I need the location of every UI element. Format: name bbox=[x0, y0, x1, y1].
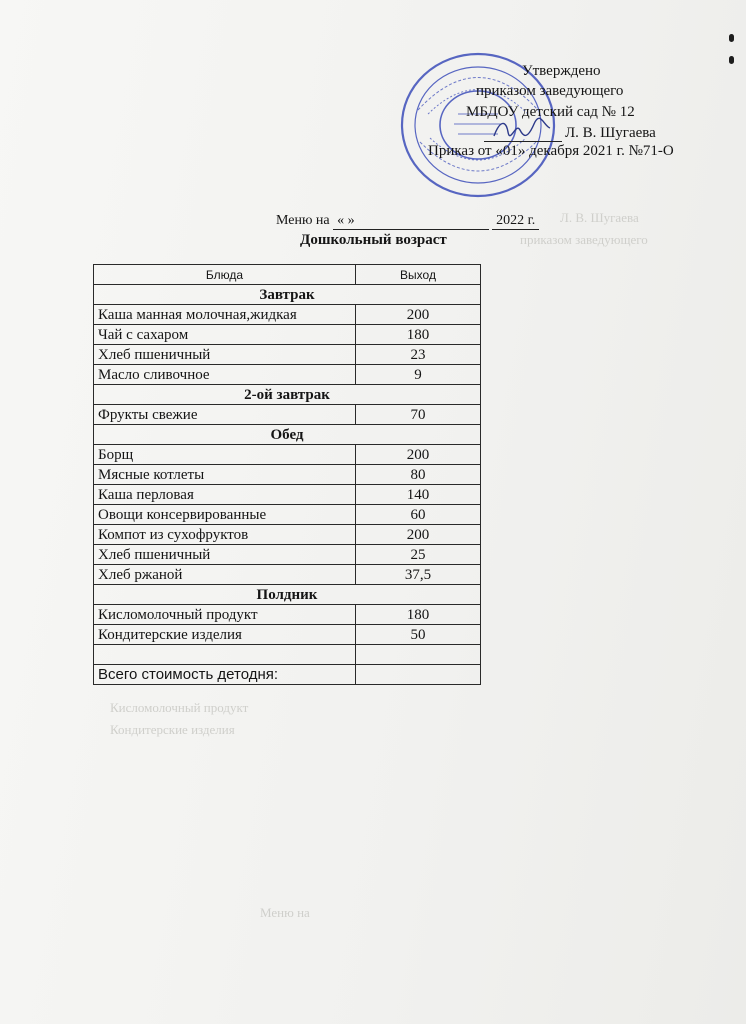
dish-amount: 25 bbox=[356, 545, 481, 565]
dish-name: Каша перловая bbox=[94, 485, 356, 505]
table-row bbox=[94, 485, 481, 505]
dish-name: Кисломолочный продукт bbox=[94, 605, 356, 625]
dish-amount: 60 bbox=[356, 505, 481, 525]
menu-month-blank bbox=[359, 215, 489, 230]
table-row bbox=[94, 605, 481, 625]
dish-amount: 180 bbox=[356, 325, 481, 345]
section-row bbox=[94, 425, 481, 445]
total-row bbox=[94, 665, 481, 685]
bleed-through-text: Кисломолочный продукт bbox=[110, 700, 249, 715]
dish-name: Хлеб ржаной bbox=[94, 565, 356, 585]
empty-cell bbox=[94, 645, 356, 665]
menu-date-blank: « » bbox=[333, 213, 359, 230]
dish-name: Хлеб пшеничный bbox=[94, 345, 356, 365]
section-title-breakfast: Завтрак bbox=[94, 285, 481, 305]
dish-amount: 50 bbox=[356, 625, 481, 645]
dish-name: Масло сливочное bbox=[94, 365, 356, 385]
scan-edge-mark bbox=[729, 56, 734, 64]
empty-row bbox=[94, 645, 481, 665]
menu-date-line bbox=[276, 213, 539, 230]
bleed-through-text: Л. В. Шугаева bbox=[560, 210, 639, 225]
dish-amount: 70 bbox=[356, 405, 481, 425]
dish-amount: 200 bbox=[356, 525, 481, 545]
section-row bbox=[94, 285, 481, 305]
column-header-dish: Блюда bbox=[94, 265, 356, 285]
dish-amount: 180 bbox=[356, 605, 481, 625]
table-row bbox=[94, 565, 481, 585]
dish-name: Каша манная молочная,жидкая bbox=[94, 305, 356, 325]
approval-order-reference: Приказ от «01» декабря 2021 г. №71-О bbox=[428, 143, 674, 159]
bleed-through-text: Кондитерские изделия bbox=[110, 722, 235, 737]
approval-order-line: приказом заведующего bbox=[476, 83, 624, 99]
scan-edge-mark bbox=[729, 34, 734, 42]
dish-name: Компот из сухофруктов bbox=[94, 525, 356, 545]
section-row bbox=[94, 585, 481, 605]
section-title-lunch: Обед bbox=[94, 425, 481, 445]
handwritten-signature-icon bbox=[490, 116, 554, 142]
bleed-through-text: Меню на bbox=[260, 905, 310, 920]
table-header-row bbox=[94, 265, 481, 285]
dish-name: Борщ bbox=[94, 445, 356, 465]
approval-title: Утверждено bbox=[522, 63, 601, 79]
table-row bbox=[94, 505, 481, 525]
dish-amount: 80 bbox=[356, 465, 481, 485]
column-header-amount: Выход bbox=[356, 265, 481, 285]
age-group-title: Дошкольный возраст bbox=[300, 232, 447, 248]
menu-prefix: Меню на bbox=[276, 213, 330, 228]
approval-organization: МБДОУ детский сад № 12 bbox=[466, 104, 635, 120]
approval-signatory: Л. В. Шугаева bbox=[565, 125, 656, 141]
empty-cell bbox=[356, 645, 481, 665]
menu-year: 2022 г. bbox=[492, 213, 539, 230]
menu-table bbox=[93, 264, 481, 685]
dish-amount: 37,5 bbox=[356, 565, 481, 585]
bleed-through-text: приказом заведующего bbox=[520, 232, 648, 247]
section-title-afternoon-snack: Полдник bbox=[94, 585, 481, 605]
section-row bbox=[94, 385, 481, 405]
table-row bbox=[94, 365, 481, 385]
dish-amount: 23 bbox=[356, 345, 481, 365]
dish-amount: 200 bbox=[356, 445, 481, 465]
table-row bbox=[94, 405, 481, 425]
table-row bbox=[94, 305, 481, 325]
table-row bbox=[94, 325, 481, 345]
dish-name: Мясные котлеты bbox=[94, 465, 356, 485]
dish-name: Чай с сахаром bbox=[94, 325, 356, 345]
dish-amount: 9 bbox=[356, 365, 481, 385]
dish-amount: 140 bbox=[356, 485, 481, 505]
dish-amount: 200 bbox=[356, 305, 481, 325]
total-label: Всего стоимость детодня: bbox=[94, 665, 356, 685]
table-row bbox=[94, 445, 481, 465]
dish-name: Овощи консервированные bbox=[94, 505, 356, 525]
dish-name: Фрукты свежие bbox=[94, 405, 356, 425]
dish-name: Кондитерские изделия bbox=[94, 625, 356, 645]
table-row bbox=[94, 465, 481, 485]
dish-name: Хлеб пшеничный bbox=[94, 545, 356, 565]
table-row bbox=[94, 545, 481, 565]
table-row bbox=[94, 345, 481, 365]
total-value bbox=[356, 665, 481, 685]
section-title-second-breakfast: 2-ой завтрак bbox=[94, 385, 481, 405]
table-row bbox=[94, 625, 481, 645]
table-row bbox=[94, 525, 481, 545]
